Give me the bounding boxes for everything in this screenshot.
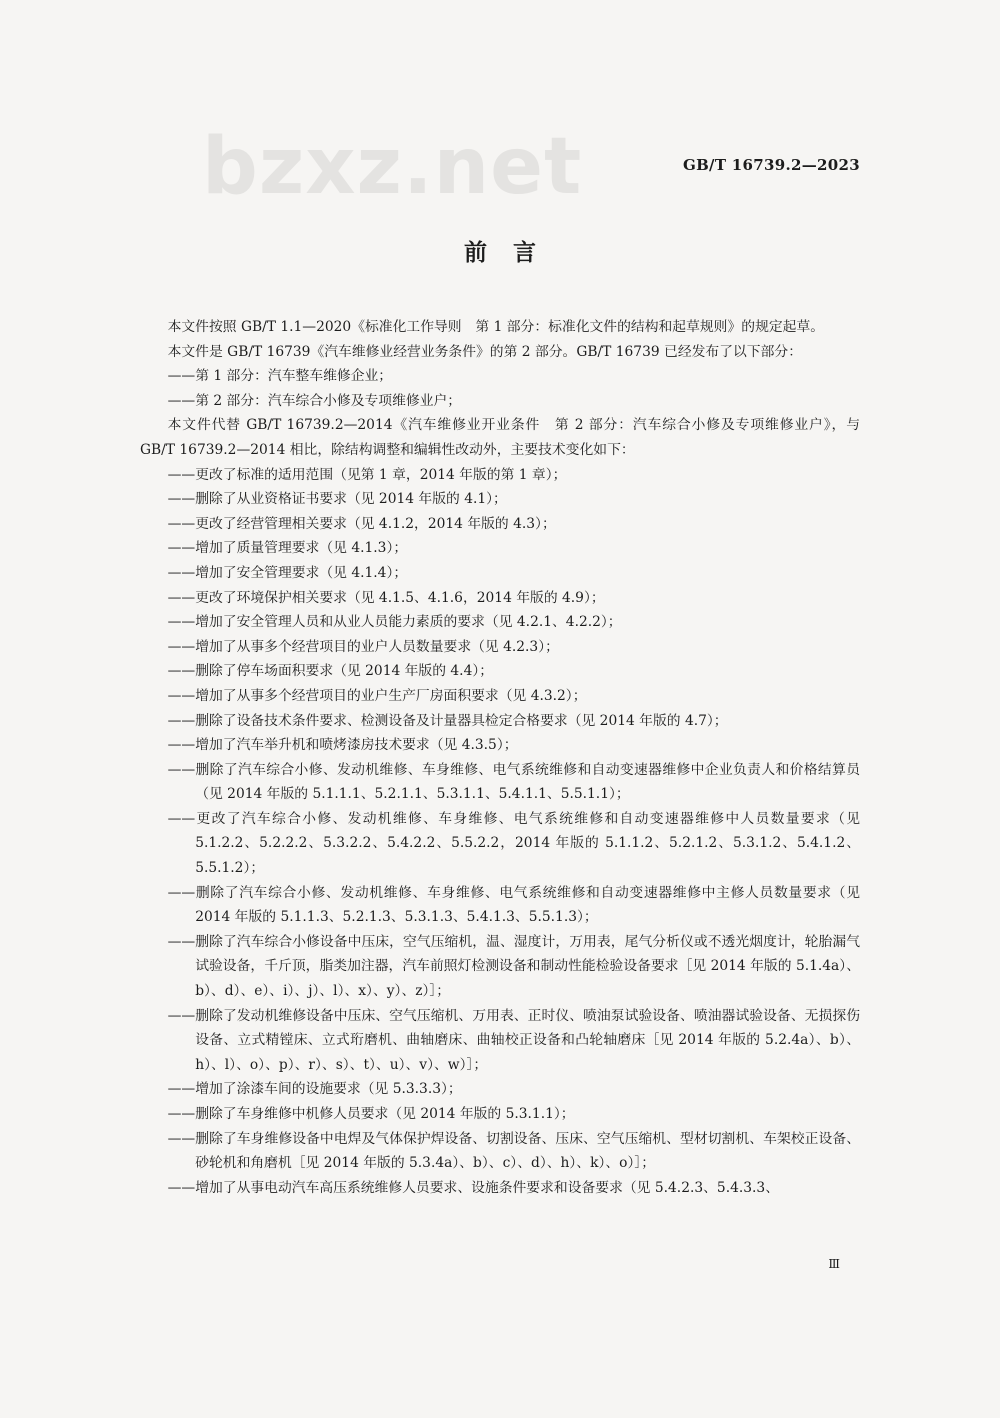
document-body xyxy=(140,315,860,1200)
list-item: ——删除了停车场面积要求（见 2014 年版的 4.4）； xyxy=(167,663,494,680)
page-title: 前言 xyxy=(464,239,562,266)
list-item: ——增加了安全管理要求（见 4.1.4）； xyxy=(167,564,408,581)
list-item: ——第 2 部分：汽车综合小修及专项维修业户； xyxy=(167,392,462,409)
standard-code: GB/T 16739.2—2023 xyxy=(682,156,860,174)
list-item: ——增加了从事电动汽车高压系统维修人员要求、设施条件要求和设备要求（见 5.4.2.3、5.4.3.3、 xyxy=(167,1179,779,1196)
paragraph: 本文件代替 GB/T 16739.2—2014《汽车维修业开业条件 第 2 部分：汽车综合小修及专项维修业户》，与 GB/T 16739.2—2014 相比，除结构调整和编辑性改动外，主要技术变化如下： xyxy=(140,417,860,458)
list-item: ——删除了汽车综合小修、发动机维修、车身维修、电气系统维修和自动变速器维修中企业负责人和价格结算员（见 2014 年版的 5.1.1.1、5.2.1.1、5.3.1.1、5.4.1.1、5.5.1.1）； xyxy=(167,761,860,803)
list-item: ——增加了安全管理人员和从业人员能力素质的要求（见 4.2.1、4.2.2）； xyxy=(167,614,622,631)
list-item: ——更改了环境保护相关要求（见 4.1.5、4.1.6，2014 年版的 4.9）； xyxy=(167,589,605,606)
list-item: ——删除了车身维修设备中电焊及气体保护焊设备、切割设备、压床、空气压缩机、型材切割机、车架校正设备、砂轮机和角磨机［见 2014 年版的 5.3.4a）、b）、c）、d）、h）、k）、o）］； xyxy=(167,1130,860,1172)
page-number: Ⅲ xyxy=(828,1257,840,1271)
list-item: ——增加了汽车举升机和喷烤漆房技术要求（见 4.3.5）； xyxy=(167,737,518,754)
watermark: bzxz.net xyxy=(202,122,583,212)
list-item: ——删除了从业资格证书要求（见 2014 年版的 4.1）； xyxy=(167,491,507,508)
list-item: ——增加了涂漆车间的设施要求（见 5.3.3.3）； xyxy=(167,1081,462,1098)
list-item: ——删除了汽车综合小修设备中压床，空气压缩机，温、湿度计，万用表，尾气分析仪或不透光烟度计，轮胎漏气试验设备，千斤顶，脂类加注器，汽车前照灯检测设备和制动性能检验设备要求［见 2014 年版的 5.1.4a）、b）、d）、e）、i）、j）、l）、x）、y）、z）］； xyxy=(167,933,860,1000)
list-item: ——更改了经营管理相关要求（见 4.1.2，2014 年版的 4.3）； xyxy=(167,515,556,532)
list-item: ——删除了汽车综合小修、发动机维修、车身维修、电气系统维修和自动变速器维修中主修人员数量要求（见 2014 年版的 5.1.1.3、5.2.1.3、5.3.1.3、5.4.1.3、5.5.1.3）； xyxy=(167,884,860,926)
list-item: ——删除了设备技术条件要求、检测设备及计量器具检定合格要求（见 2014 年版的 4.7）； xyxy=(167,712,728,729)
paragraph: 本文件是 GB/T 16739《汽车维修业经营业务条件》的第 2 部分。GB/T 16739 已经发布了以下部分： xyxy=(167,343,802,360)
list-item: ——增加了从事多个经营项目的业户生产厂房面积要求（见 4.3.2）； xyxy=(167,687,587,704)
list-item: ——更改了标准的适用范围（见第 1 章，2014 年版的第 1 章）； xyxy=(167,466,567,483)
paragraph: 本文件按照 GB/T 1.1—2020《标准化工作导则 第 1 部分：标准化文件的结构和起草规则》的规定起草。 xyxy=(167,319,825,335)
list-item: ——更改了汽车综合小修、发动机维修、车身维修、电气系统维修和自动变速器维修中人员数量要求（见 5.1.2.2、5.2.2.2、5.3.2.2、5.4.2.2、5.5.2.2，2014 年版的 5.1.1.2、5.2.1.2、5.3.1.2、5.4.1.2、5.5.1.2）； xyxy=(167,810,860,877)
list-item: ——删除了车身维修中机修人员要求（见 2014 年版的 5.3.1.1）； xyxy=(167,1106,575,1122)
list-item: ——删除了发动机维修设备中压床、空气压缩机、万用表、正时仪、喷油泵试验设备、喷油器试验设备、无损探伤设备、立式精镗床、立式珩磨机、曲轴磨床、曲轴校正设备和凸轮轴磨床［见 2014 年版的 5.2.4a）、b）、h）、l）、o）、p）、r）、s）、t）、u）、v）、w）］； xyxy=(167,1007,860,1073)
list-item: ——第 1 部分：汽车整车维修企业； xyxy=(167,368,393,385)
list-item: ——增加了质量管理要求（见 4.1.3）； xyxy=(167,540,408,557)
list-item: ——增加了从事多个经营项目的业户人员数量要求（见 4.2.3）； xyxy=(167,638,559,655)
